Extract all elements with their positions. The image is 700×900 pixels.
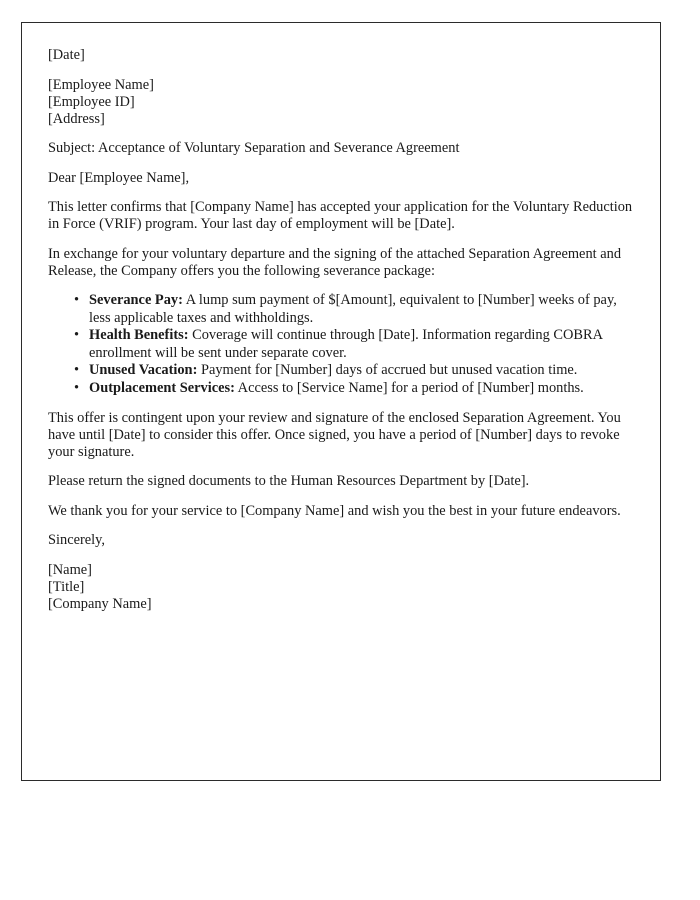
severance-item-term: Unused Vacation: xyxy=(89,362,198,378)
severance-item-term: Outplacement Services: xyxy=(89,379,235,396)
bullet-icon: • xyxy=(74,292,80,308)
bullet-icon: • xyxy=(74,327,80,343)
letter-content xyxy=(48,47,633,625)
paragraph-return-instructions: Please return the signed documents to the Human Resources Department by [Date]. xyxy=(48,473,530,489)
recipient-employee-id: [Employee ID] xyxy=(48,93,135,110)
recipient-employee-name: [Employee Name] xyxy=(48,76,154,93)
list-item xyxy=(48,362,633,380)
closing-salutation: Sincerely, xyxy=(48,532,106,548)
severance-item-term: Health Benefits: xyxy=(89,327,189,343)
date-line: [Date] xyxy=(48,47,85,63)
severance-item-description: Access to [Service Name] for a period of [Number] months. xyxy=(234,379,584,396)
paragraph-exchange-intro: In exchange for your voluntary departure and the signing of the attached Separation Agreement and Release, the Company offers you the following severance package: xyxy=(48,245,622,279)
recipient-address: [Address] xyxy=(48,110,105,127)
letter-page-border xyxy=(21,22,661,781)
bullet-icon: • xyxy=(74,379,80,396)
severance-package-list xyxy=(48,292,633,397)
subject-line: Subject: Acceptance of Voluntary Separation and Severance Agreement xyxy=(48,140,460,156)
severance-item-description: Payment for [Number] days of accrued but unused vacation time. xyxy=(197,362,578,378)
bullet-icon: • xyxy=(74,362,80,378)
salutation: Dear [Employee Name], xyxy=(48,169,190,186)
severance-item-description: Coverage will continue through [Date]. Information regarding COBRA enrollment will be sent under separate cover. xyxy=(89,327,603,361)
list-item xyxy=(48,380,633,398)
signature-block xyxy=(48,562,633,613)
list-item xyxy=(48,292,633,327)
signer-name: [Name] xyxy=(48,561,92,578)
signer-title: [Title] xyxy=(48,578,85,595)
signer-company: [Company Name] xyxy=(48,595,152,612)
paragraph-contingency: This offer is contingent upon your review and signature of the enclosed Separation Agreement. You have until [Date] to consider this offer. Once signed, you have a period of [Number] days to revoke your signature. xyxy=(48,409,621,460)
paragraph-confirmation: This letter confirms that [Company Name] has accepted your application for the Voluntary Reduction in Force (VRIF) program. Your last day of employment will be [Date]. xyxy=(48,199,633,232)
list-item xyxy=(48,327,633,362)
recipient-address-block xyxy=(48,77,633,128)
severance-item-description: A lump sum payment of $[Amount], equivalent to [Number] weeks of pay, less applicable taxes and withholdings. xyxy=(89,292,617,326)
paragraph-thanks: We thank you for your service to [Company Name] and wish you the best in your future endeavors. xyxy=(48,502,621,519)
severance-item-term: Severance Pay: xyxy=(89,292,183,308)
